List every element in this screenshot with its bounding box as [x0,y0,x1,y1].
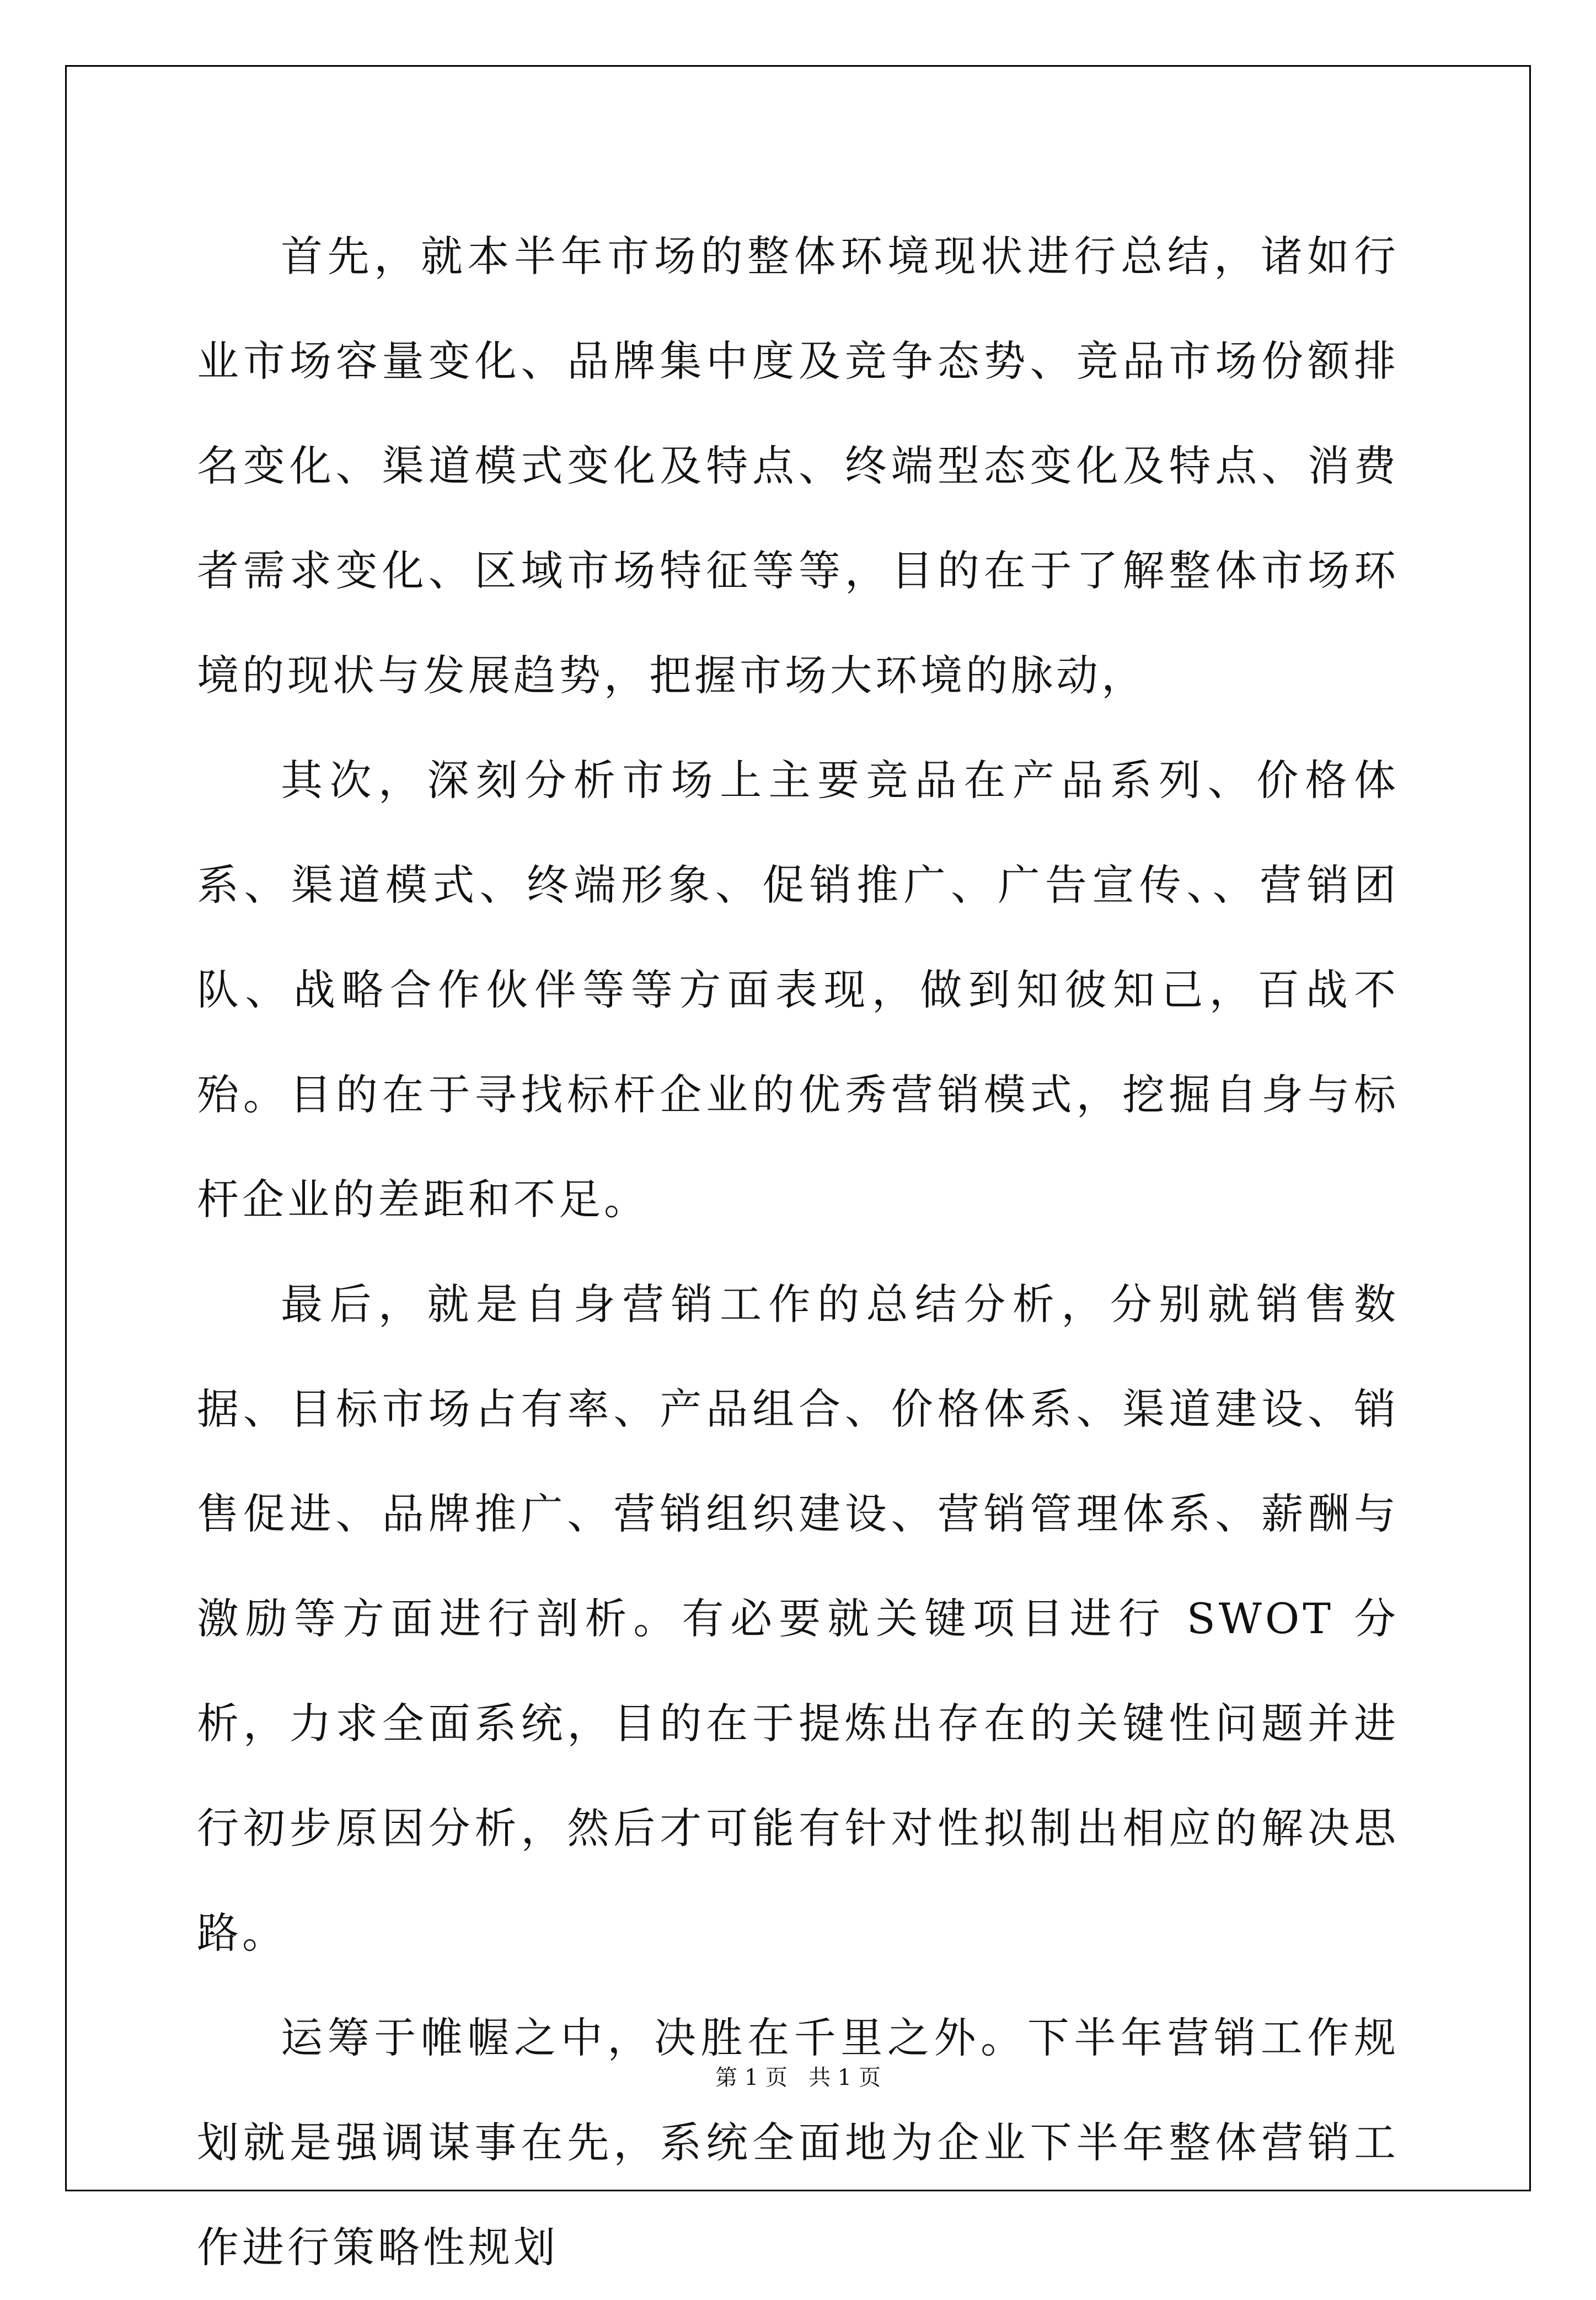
paragraph-1: 首先，就本半年市场的整体环境现状进行总结，诸如行业市场容量变化、品牌集中度及竞争态势、竞品市场份额排名变化、渠道模式变化及特点、终端型态变化及特点、消费者需求变化、区域市场特征等等，目的在于了解整体市场环境的现状与发展趋势，把握市场大环境的脉动， [197,232,1399,700]
document-body [197,204,1399,2300]
page-footer: 第 1 页 共 1 页 [715,2065,881,2090]
paragraph-4: 运筹于帷幄之中，决胜在千里之外。下半年营销工作规划就是强调谋事在先，系统全面地为企业下半年整体营销工作进行策略性规划 [197,2013,1399,2272]
paragraph-3: 最后，就是自身营销工作的总结分析，分别就销售数据、目标市场占有率、产品组合、价格体系、渠道建设、销售促进、品牌推广、营销组织建设、营销管理体系、薪酬与激励等方面进行剖析。有必要就关键项目进行 SWOT 分析，力求全面系统，目的在于提炼出存在的关键性问题并进行初步原因分析，然后才可能有针对性拟制出相应的解决思路。 [197,1280,1399,1957]
paragraph-2: 其次，深刻分析市场上主要竞品在产品系列、价格体系、渠道模式、终端形象、促销推广、广告宣传、、营销团队、战略合作伙伴等等方面表现，做到知彼知己，百战不殆。目的在于寻找标杆企业的优秀营销模式，挖掘自身与标杆企业的差距和不足。 [197,756,1399,1224]
